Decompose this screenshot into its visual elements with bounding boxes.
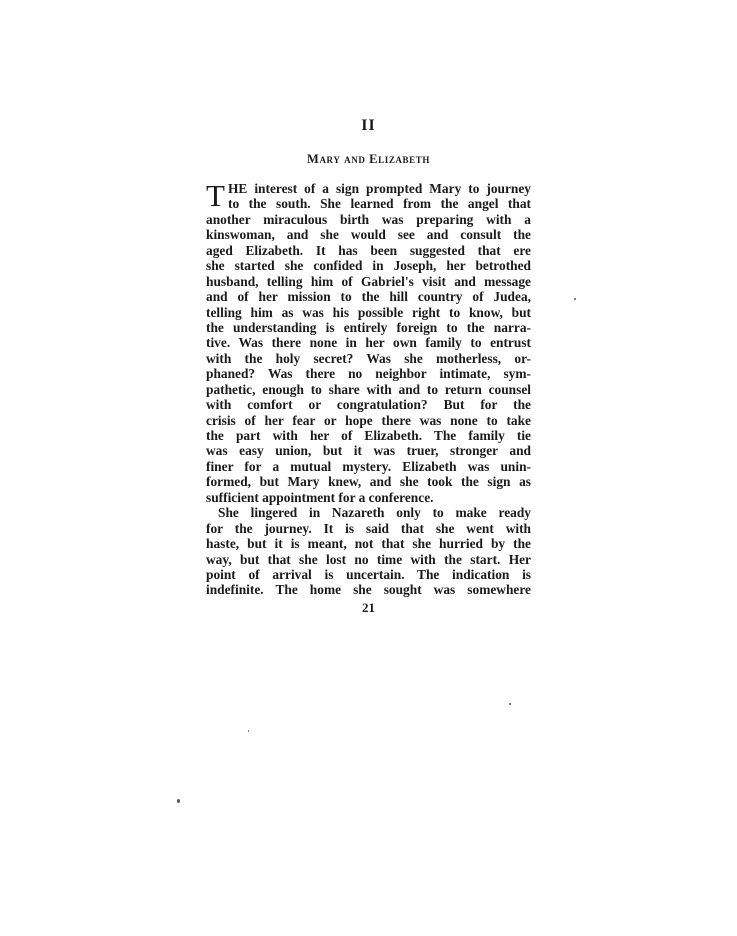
text-line: with the holy secret? Was she motherless, or- <box>206 350 531 366</box>
chapter-body <box>206 178 531 598</box>
chapter-number: II <box>361 117 376 134</box>
text-line: with comfort or congratulation? But for the <box>206 397 531 413</box>
text-line: pathetic, enough to share with and to return counsel <box>206 381 531 397</box>
scan-speck <box>574 298 576 300</box>
text-line: sufficient appointment for a conference. <box>206 489 434 505</box>
text-line: the understanding is entirely foreign to the narra- <box>206 319 531 335</box>
text-line: another miraculous birth was preparing with a <box>206 211 531 227</box>
chapter-title: Mary and Elizabeth <box>307 152 430 166</box>
text-line: way, but that she lost no time with the start. Her <box>206 551 531 567</box>
scan-speck <box>248 730 249 732</box>
text-line: point of arrival is uncertain. The indication is <box>206 566 531 582</box>
text-line: she started she confided in Joseph, her betrothed <box>206 258 531 274</box>
text-line: aged Elizabeth. It has been suggested that ere <box>206 242 531 258</box>
text-line: finer for a mutual mystery. Elizabeth was unin- <box>206 458 531 474</box>
text-line: phaned? Was there no neighbor intimate, sym- <box>206 366 531 382</box>
text-line: and of her mission to the hill country of Judea, <box>206 289 531 305</box>
text-line: haste, but it is meant, not that she hurried by the <box>206 536 531 552</box>
page-number: 21 <box>362 600 375 615</box>
text-line: tive. Was there none in her own family to entrust <box>206 335 531 351</box>
text-line: the part with her of Elizabeth. The family tie <box>206 428 531 443</box>
text-line: crisis of her fear or hope there was none to take <box>206 412 531 428</box>
text-line: She lingered in Nazareth only to make ready <box>218 505 531 521</box>
text-line: to the south. She learned from the angel that <box>228 196 531 212</box>
scan-speck <box>177 799 180 803</box>
scan-speck <box>509 703 511 705</box>
text-line: was easy union, but it was truer, stronger and <box>206 443 531 459</box>
text-line: telling him as was his possible right to know, but <box>206 304 531 320</box>
text-line: husband, telling him of Gabriel's visit and message <box>206 273 531 289</box>
text-line: indefinite. The home she sought was somewhere <box>206 582 531 598</box>
drop-cap: T <box>206 178 225 213</box>
text-line: formed, but Mary knew, and she took the sign as <box>206 474 531 490</box>
text-line: for the journey. It is said that she went with <box>206 520 531 536</box>
text-line: HE interest of a sign prompted Mary to journey <box>228 181 531 196</box>
text-line: kinswoman, and she would see and consult the <box>206 227 531 243</box>
